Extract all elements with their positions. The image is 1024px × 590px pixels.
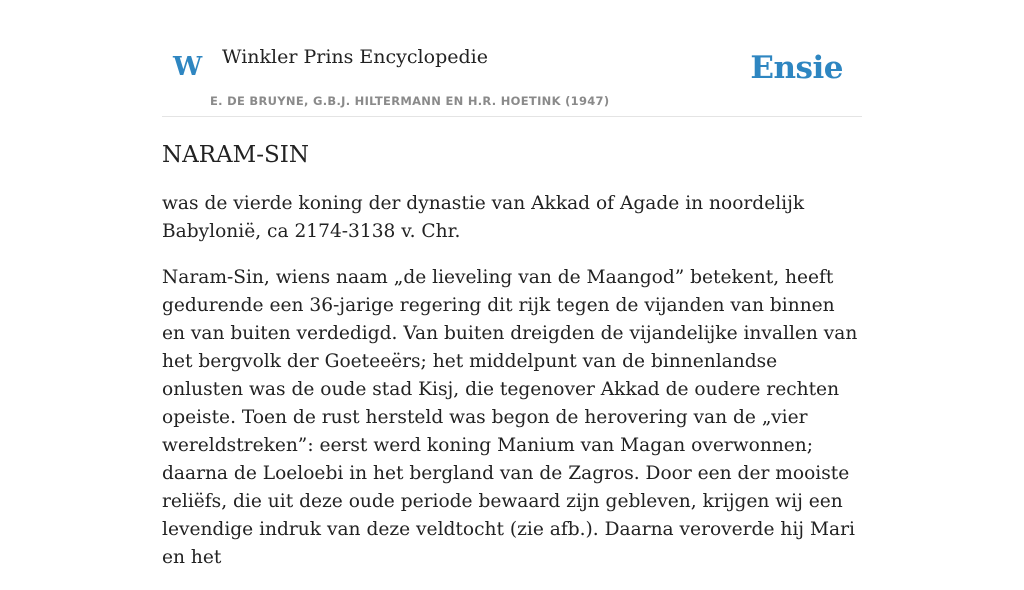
article-title: NARAM-SIN bbox=[162, 142, 309, 168]
publication-authors: E. DE BRUYNE, G.B.J. HILTERMANN EN H.R. HOETINK (1947) bbox=[210, 94, 610, 108]
site-header bbox=[162, 30, 862, 117]
publication-logo[interactable]: W bbox=[173, 52, 203, 82]
ensie-logo[interactable]: Ensie bbox=[750, 50, 843, 86]
article-paragraph: Naram-Sin, wiens naam „de lieveling van de Maangod” betekent, heeft gedurende een 36-jarige regering dit rijk tegen de vijanden van binnen en van buiten verdedigd. Van buiten dreigden de vijandelijke invallen van het bergvolk der Goeteeërs; het middelpunt van de binnenlandse onlusten was de oude stad Kisj, die tegenover Akkad de oudere rechten opeiste. Toen de rust hersteld was begon de herovering van de „vier wereldstreken”: eerst werd koning Manium van Magan overwonnen; daarna de Loeloebi in het bergland van de Zagros. Door een der mooiste reliëfs, die uit deze oude periode bewaard zijn gebleven, krijgen wij een levendige indruk van deze veldtocht (zie afb.). Daarna veroverde hij Mari en het bbox=[162, 267, 858, 568]
article-content bbox=[162, 138, 862, 590]
publication-title[interactable]: Winkler Prins Encyclopedie bbox=[222, 46, 488, 68]
article-paragraph: was de vierde koning der dynastie van Akkad of Agade in noordelijk Babylonië, ca 2174-3138 v. Chr. bbox=[162, 193, 805, 242]
